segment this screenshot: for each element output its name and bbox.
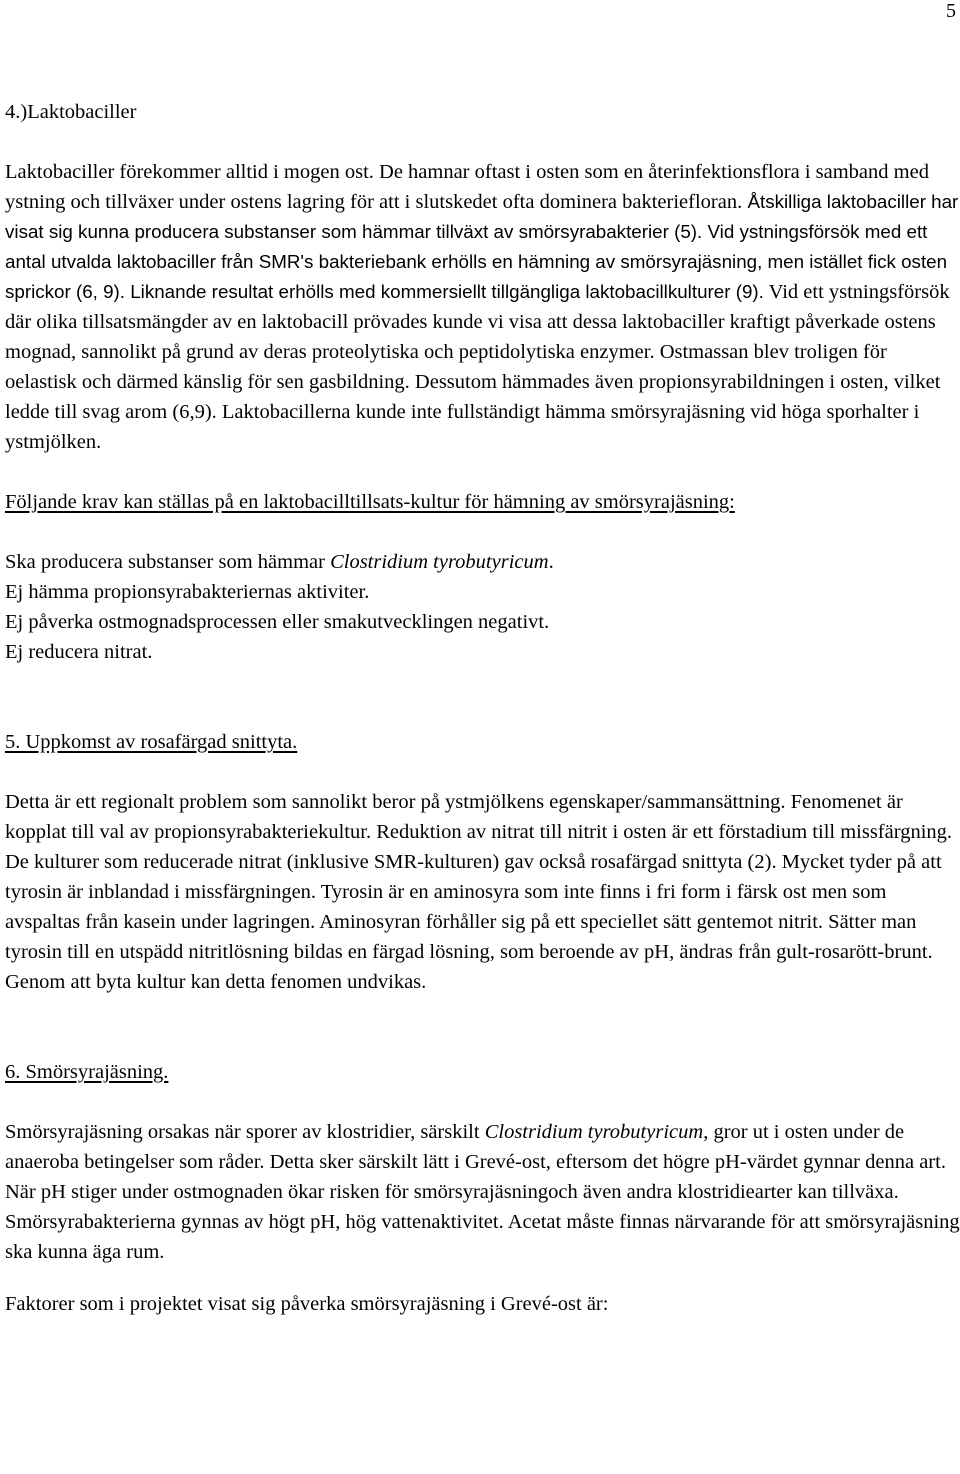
species-name: Clostridium tyrobutyricum bbox=[330, 551, 549, 573]
requirement-1-prefix: Ska producera substanser som hämmar bbox=[5, 551, 331, 573]
section-4-heading: 4.)Laktobaciller bbox=[5, 101, 137, 123]
requirement-item: Ej påverka ostmognadsprocessen eller smakutvecklingen negativt. bbox=[5, 611, 550, 633]
section-5-heading: 5. Uppkomst av rosafärgad snittyta. bbox=[5, 731, 298, 753]
paragraph-part-3: Vid ett ystningsförsök där olika tillsatsmängder av en laktobacill prövades kunde vi visa att dessa laktobaciller kraftigt påverkade ostens mognad, sannolikt på grund av deras proteolytiska och peptidolytiska enzymer. Ostmassan blev troligen för oelastisk och därmed känslig för sen gasbildning. Dessutom hämmades även propionsyrabildningen i osten, vilket ledde till svag arom (6,9). bbox=[5, 281, 950, 423]
section-4-paragraph bbox=[5, 157, 960, 457]
paragraph-part-1: Laktobaciller förekommer alltid i mogen ost. De hamnar oftast i osten som en återinfektionsflora i samband med ystning och tillväxer under ostens lagring för att i slutskedet ofta dominera bakteriefloran. bbox=[5, 161, 929, 213]
species-name: Clostridium tyrobutyricum bbox=[484, 1121, 704, 1143]
paragraph-part-2: Åtskilliga laktobaciller har visat sig kunna producera substanser som hämmar tillväxt av smörsyrabakterier (5). Vid ystningsförsök med ett antal utvalda laktobaciller från SMR's bakteriebank erhölls en hämning av smörsyrajäsning, men istället fick osten sprickor (6, 9). Liknande resultat erhölls med kommersiellt tillgängliga laktobacillkulturer (9). bbox=[5, 191, 959, 302]
requirement-item bbox=[5, 547, 960, 577]
document-body bbox=[5, 97, 960, 1319]
section-6-suffix: , gror ut i osten under de anaeroba betingelser som råder. Detta sker särskilt lätt i Grevé-ost, eftersom det högre pH-värdet gynnar denna art. När pH stiger under ostmognaden ökar risken för smörsyrajäsningoch även andra klostridiearter kan tillväxa. Smörsyrabakterierna gynnas av högt pH, hög vattenaktivitet. Acetat måste finnas närvarande för att smörsyrajäsning ska kunna äga rum. bbox=[5, 1121, 960, 1263]
section-6-heading: 6. Smörsyrajäsning. bbox=[5, 1061, 169, 1083]
section-5-paragraph: Detta är ett regionalt problem som sannolikt beror på ystmjölkens egenskaper/sammansättning. Fenomenet är kopplat till val av propionsyrabakteriekultur. Reduktion av nitrat till nitrit i osten är ett förstadium till missfärgning. De kulturer som reducerade nitrat (inklusive SMR-kulturen) gav också rosafärgad snittyta (2). Mycket tyder på att tyrosin är inblandad i missfärgningen. Tyrosin är en aminosyra som inte finns i fri form i färsk ost men som avspaltas från kasein under lagringen. Aminosyran förhåller sig på ett speciellet sätt gentemot nitrit. Sätter man tyrosin till en utspädd nitritlösning bildas en färgad lösning, som beroende av pH, ändras från gult-rosarött-brunt. Genom att byta kultur kan detta fenomen undvikas. bbox=[5, 791, 953, 993]
requirement-1-suffix: . bbox=[548, 551, 554, 573]
requirements-heading: Följande krav kan ställas på en laktobacilltillsats-kultur för hämning av smörsyrajäsning: bbox=[5, 491, 735, 513]
factors-intro: Faktorer som i projektet visat sig påverka smörsyrajäsning i Grevé-ost är: bbox=[5, 1293, 609, 1315]
section-6-prefix: Smörsyrajäsning orsakas när sporer av klostridier, särskilt bbox=[5, 1121, 485, 1143]
paragraph-part-4: Laktobacillerna kunde inte fullständigt hämma smörsyrajäsning vid höga sporhalter i ystmjölken. bbox=[5, 401, 920, 453]
section-6-paragraph bbox=[5, 1117, 960, 1267]
page-number: 5 bbox=[946, 0, 956, 22]
requirement-item: Ej reducera nitrat. bbox=[5, 641, 153, 663]
requirement-item: Ej hämma propionsyrabakteriernas aktiviter. bbox=[5, 581, 370, 603]
